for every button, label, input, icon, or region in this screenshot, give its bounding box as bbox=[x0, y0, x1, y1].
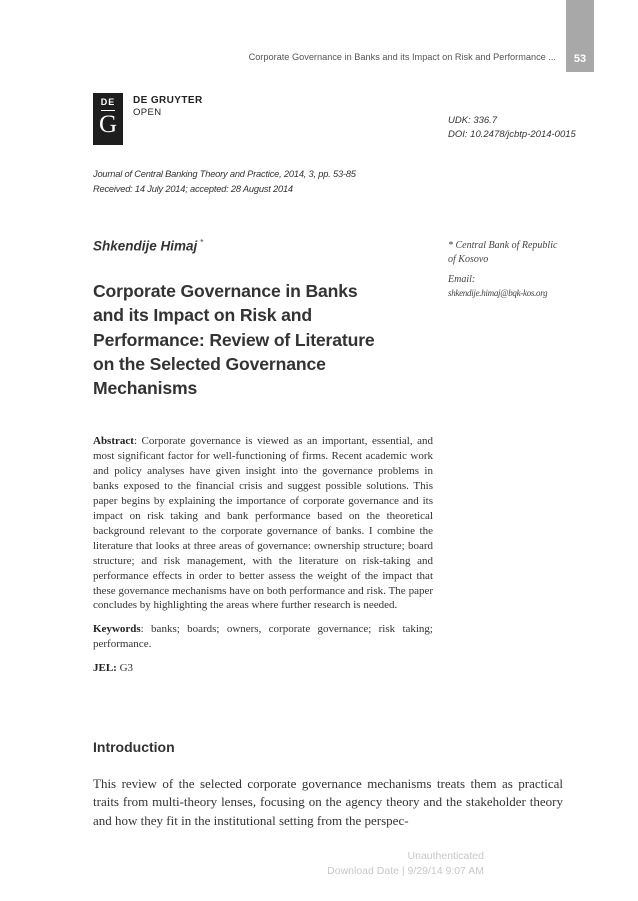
author-affiliation bbox=[448, 239, 588, 300]
abstract-label: Abstract bbox=[93, 435, 134, 447]
keywords-paragraph bbox=[93, 622, 433, 652]
email-label: Email: bbox=[448, 274, 476, 285]
doi: DOI: 10.2478/jcbtp-2014-0015 bbox=[448, 129, 576, 140]
page-number: 53 bbox=[573, 53, 587, 65]
journal-info bbox=[93, 167, 356, 196]
journal-citation: Journal of Central Banking Theory and Practice, 2014, 3, pp. 53-85 bbox=[93, 169, 356, 179]
watermark-line1: Unauthenticated bbox=[407, 850, 484, 862]
jel-paragraph bbox=[93, 661, 433, 676]
watermark-line2: Download Date | 9/29/14 9:07 AM bbox=[327, 864, 484, 877]
publisher-name-line2: OPEN bbox=[133, 107, 162, 118]
introduction-text: This review of the selected corporate governance mechanisms treats them as practical traits from multi-theory lenses, focusing on the agency theory and the stakeholder theory and how they fit in the institutional setting from the perspec- bbox=[93, 776, 563, 828]
publisher-name-line1: DE GRUYTER bbox=[133, 95, 203, 106]
abstract-paragraph bbox=[93, 434, 433, 613]
affiliation-line2: of Kosovo bbox=[448, 253, 489, 265]
title-line: Performance: Review of Literature bbox=[93, 329, 375, 350]
title-line: and its Impact on Risk and bbox=[93, 305, 312, 326]
logo-de-text: DE bbox=[100, 97, 116, 107]
abstract-section bbox=[93, 434, 433, 676]
keywords-label: Keywords bbox=[93, 623, 141, 636]
running-title: Corporate Governance in Banks and its Impact on Risk and Performance ... bbox=[248, 52, 556, 62]
logo-g-text: G bbox=[98, 111, 118, 138]
affiliation-line1: * Central Bank of Republic bbox=[448, 240, 558, 251]
journal-dates: Received: 14 July 2014; accepted: 28 August 2014 bbox=[93, 183, 293, 194]
article-title bbox=[93, 279, 438, 400]
author-marker: * bbox=[200, 238, 204, 247]
abstract-text: : Corporate governance is viewed as an important, essential, and most significant factor for well-functioning of firms. Recent academic work and policy analyses have given insight into the governance problems in banks exposed to the financial crisis and suggest possible solutions. This paper begins by explaining the importance of corporate governance and its impact on risk taking and bank performance based on the theoretical background relevant to the corporate governance of banks. I combine the literature that looks at three areas of governance: ownership structure; board structure; and risk management, with the literature on risk-taking and performance effects in order to better assess the weight of the impact that these governance mechanisms have on both performance and risk. The paper concludes by highlighting the areas where further research is needed. bbox=[93, 435, 433, 612]
keywords-text: : banks; boards; owners, corporate governance; risk taking; performance. bbox=[93, 623, 433, 651]
title-line: on the Selected Governance bbox=[93, 353, 326, 374]
download-watermark bbox=[308, 849, 484, 878]
udk-code: UDK: 336.7 bbox=[448, 115, 498, 126]
introduction-heading: Introduction bbox=[93, 739, 175, 755]
page-number-tab bbox=[566, 0, 594, 72]
title-line: Mechanisms bbox=[93, 378, 198, 399]
title-line: Corporate Governance in Banks bbox=[93, 281, 358, 301]
publisher-logo bbox=[93, 93, 123, 145]
email-link[interactable]: shkendije.himaj@bqk-kos.org bbox=[448, 287, 548, 298]
author-name-text: Shkendije Himaj bbox=[93, 238, 198, 254]
author-name bbox=[93, 238, 203, 254]
jel-label: JEL: bbox=[93, 662, 117, 675]
publisher-name bbox=[133, 95, 203, 118]
jel-text: G3 bbox=[116, 662, 134, 675]
article-identifiers bbox=[448, 114, 576, 142]
